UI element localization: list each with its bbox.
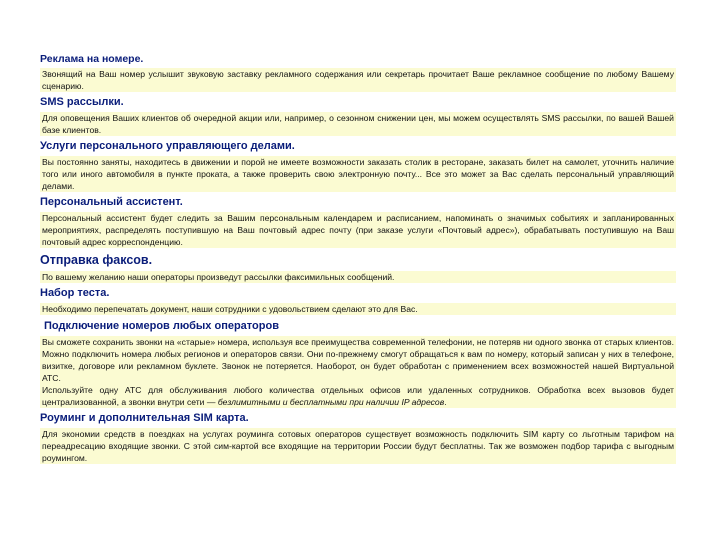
section-text-operators: Вы сможете сохранить звонки на «старые» номера, используя все преимущества современной телефонии, не потеряв ни одного звонка от старых клиентов. Можно подключить номера любых регионов и операторов связи. Они по-прежнему смогут обращаться к вам по номеру, который записан у них в телефоне, визитке, договоре или рекламном буклете. Звонок не потеряется. Наоборот, он будет обработан с применением всех возможностей нашей Виртуальной АТС. xyxy=(42,337,674,383)
section-title-operators: Подключение номеров любых операторов xyxy=(44,320,279,332)
section-text-sms: Для оповещения Ваших клиентов об очередной акции или, например, о сезонном снижении цен, мы можем осуществлять SMS рассылки, по вашей Вашей базе клиентов. xyxy=(42,113,674,135)
operators-2-plain: Используйте одну АТС для обслуживания любого количества отдельных офисов или удаленных сотрудников. Обработка всех вызовов будет централизованной, а звонки внутри сети — xyxy=(42,385,674,407)
document-body xyxy=(40,52,676,464)
section-title-roaming: Роуминг и дополнительная SIM карта. xyxy=(40,412,249,424)
section-title-sms: SMS рассылки. xyxy=(40,96,124,108)
section-text-roaming: Для экономии средств в поездках на услугах роуминга сотовых операторов существует возможность подключить SIM карту со льготным тарифом на переадресацию входящие звонки. С этой сим-картой все входящие на территории России будут бесплатны. Так же возможен подбор тарифа с выгодным роумингом. xyxy=(42,429,674,463)
section-text-typing: Необходимо перепечатать документ, наши сотрудники с удовольствием сделают это для Вас. xyxy=(40,303,676,315)
section-title-personal-assistant: Персональный ассистент. xyxy=(40,196,183,208)
section-text-ad-on-number: Звонящий на Ваш номер услышит звуковую заставку рекламного содержания или секретарь прочитает Ваше рекламное сообщение по любому Вашему сценарию. xyxy=(42,69,674,91)
section-title-ad-on-number: Реклама на номере. xyxy=(40,53,144,65)
operators-2-end: . xyxy=(444,397,447,407)
section-title-fax: Отправка факсов. xyxy=(40,253,153,267)
section-text-personal-assistant: Персональный ассистент будет следить за Вашим персональным календарем и расписанием, напоминать о значимых событиях и запланированных мероприятиях, распределять поступившую на Ваш почтовый адрес почту (при заказе услуги «Почтовый адрес»), обрабатывать поступившую на Ваш почтовый адрес корреспонденцию. xyxy=(42,213,674,247)
section-title-typing: Набор теста. xyxy=(40,287,110,299)
operators-2-italic: безлимитными и бесплатными при наличии IP адресов xyxy=(217,397,445,407)
section-text-personal-manager: Вы постоянно заняты, находитесь в движении и порой не имеете возможности заказать столик в ресторане, заказать билет на самолет, уточнить наличие того или иного автомобиля в пункте проката, а также проверить свою электронную почту... Все это может за Вас сделать персональный управляющий делами. xyxy=(42,157,674,191)
section-text-fax: По вашему желанию наши операторы произведут рассылки факсимильных сообщений. xyxy=(40,271,676,283)
section-title-personal-manager: Услуги персонального управляющего делами. xyxy=(40,140,295,152)
section-text-operators-2 xyxy=(40,384,676,408)
